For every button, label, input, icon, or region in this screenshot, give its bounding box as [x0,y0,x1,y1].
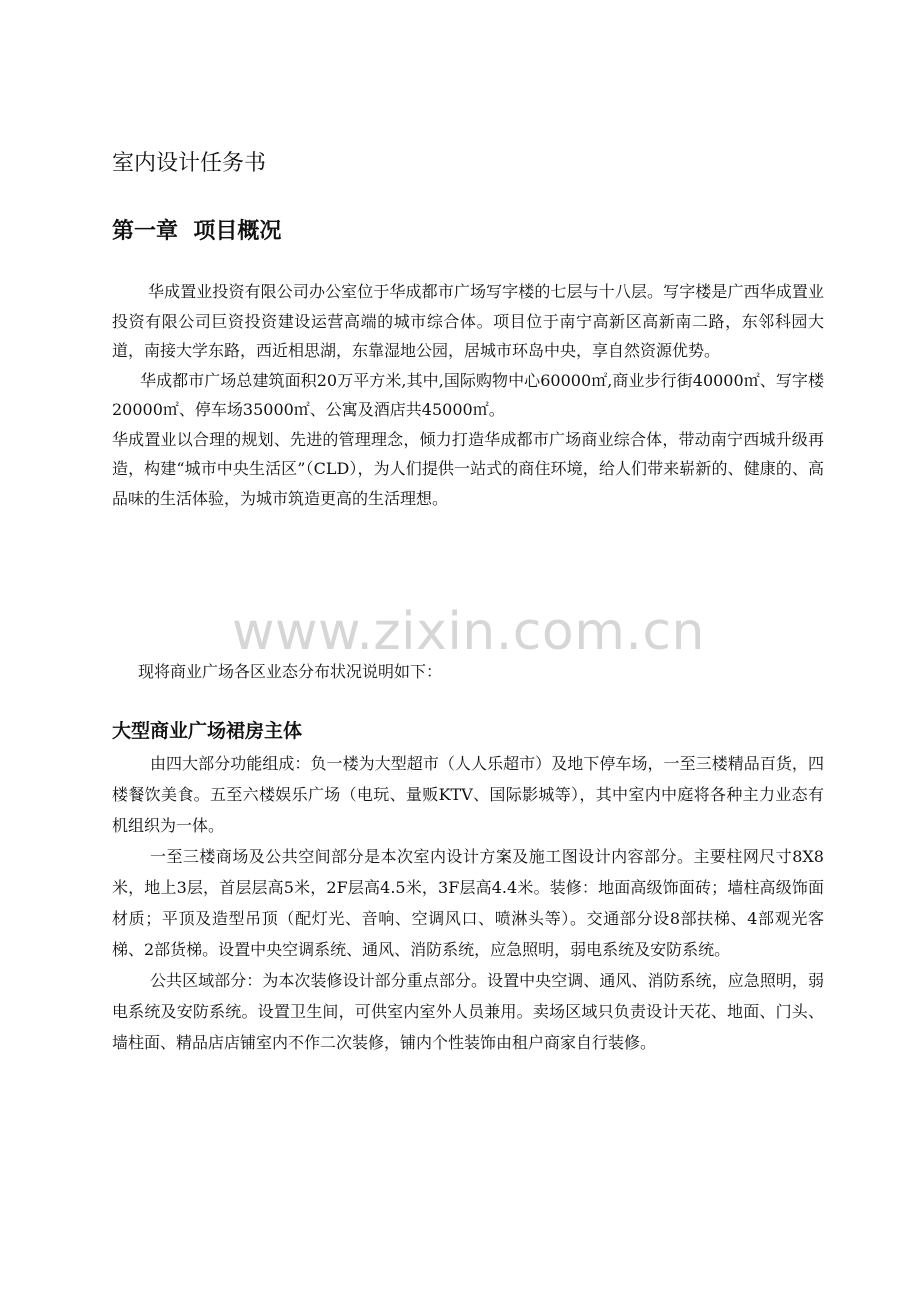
section-paragraph: 公共区域部分：为本次装修设计部分重点部分。设置中央空调、通风、消防系统，应急照明，弱电系统及安防系统。设置卫生间，可供室内室外人员兼用。卖场区域只负责设计天花、地面、门头、墙柱面、精品店店铺室内不作二次装修，铺内个性装饰由租户商家自行装修。 [112,971,824,1052]
document-title: 室内设计任务书 [112,151,267,176]
mall-description [112,748,824,1058]
section-heading: 大型商业广场裙房主体 [112,720,303,742]
project-overview [112,277,824,513]
section-paragraph: 一至三楼商场及公共空间部分是本次室内设计方案及施工图设计内容部分。主要柱网尺寸8X8米，地上3层，首层层高5米，2F层高4.5米，3F层高4.4米。装修：地面高级饰面砖；墙柱高级饰面材质；平顶及造型吊顶（配灯光、音响、空调风口、喷淋头等）。交通部分设8部扶梯、4部观光客梯、2部货梯。设置中央空调系统、通风、消防系统，应急照明，弱电系统及安防系统。 [112,847,824,959]
overview-paragraph: 华成置业以合理的规划、先进的管理理念，倾力打造华成都市广场商业综合体，带动南宁西城升级再造，构建“城市中央生活区”（CLD），为人们提供一站式的商住环境，给人们带来崭新的、健康的、高品味的生活体验，为城市筑造更高的生活理想。 [112,429,824,508]
overview-paragraph: 华成都市广场总建筑面积20万平方米,其中,国际购物中心60000㎡,商业步行街40000㎡、写字楼20000㎡、停车场35000㎡、公寓及酒店共45000㎡。 [112,370,824,419]
watermark: www.zixin.com.cn [232,602,705,662]
section-paragraph: 由四大部分功能组成：负一楼为大型超市（人人乐超市）及地下停车场，一至三楼精品百货，四楼餐饮美食。五至六楼娱乐广场（电玩、量贩KTV、国际影城等），其中室内中庭将各种主力业态有机组织为一体。 [112,754,824,835]
intro-line: 现将商业广场各区业态分布状况说明如下： [138,662,443,681]
overview-paragraph: 华成置业投资有限公司办公室位于华成都市广场写字楼的七层与十八层。写字楼是广西华成置业投资有限公司巨资投资建设运营高端的城市综合体。项目位于南宁高新区高新南二路，东邻科园大道，南接大学东路，西近相思湖，东靠湿地公园，居城市环岛中央，享自然资源优势。 [112,282,824,360]
chapter-heading: 第一章 项目概况 [112,219,282,244]
